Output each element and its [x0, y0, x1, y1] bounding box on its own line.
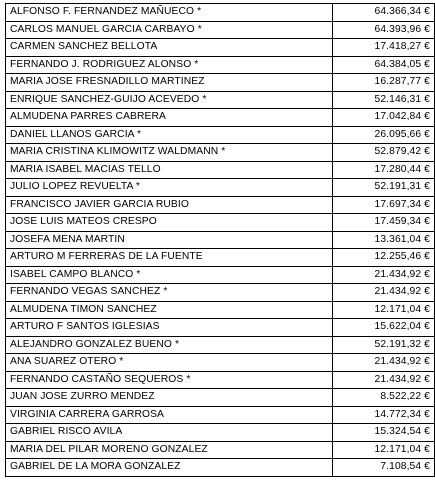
- table-row: [6, 161, 435, 179]
- person-name-cell: VIRGINIA CARRERA GARROSA: [6, 406, 333, 424]
- amount-cell: 64.384,05 €: [333, 56, 435, 74]
- person-name-cell: JOSEFA MENA MARTIN: [6, 231, 333, 249]
- amount-cell: 52.146,31 €: [333, 91, 435, 109]
- table-row: [6, 371, 435, 389]
- person-name-cell: MARIA ISABEL MACIAS TELLO: [6, 161, 333, 179]
- person-name-cell: ARTURO F SANTOS IGLESIAS: [6, 319, 333, 337]
- salary-table-body: [6, 4, 435, 477]
- table-row: [6, 459, 435, 477]
- amount-cell: 17.418,27 €: [333, 39, 435, 57]
- table-row: [6, 196, 435, 214]
- amount-cell: 26.095,66 €: [333, 126, 435, 144]
- table-row: [6, 144, 435, 162]
- table-row: [6, 284, 435, 302]
- amount-cell: 12.171,04 €: [333, 441, 435, 459]
- table-row: [6, 231, 435, 249]
- amount-cell: 7.108,54 €: [333, 459, 435, 477]
- amount-cell: 14.772,34 €: [333, 406, 435, 424]
- amount-cell: 21.434,92 €: [333, 266, 435, 284]
- amount-cell: 64.393,96 €: [333, 21, 435, 39]
- table-row: [6, 336, 435, 354]
- table-row: [6, 91, 435, 109]
- amount-cell: 12.255,46 €: [333, 249, 435, 267]
- table-row: [6, 21, 435, 39]
- person-name-cell: CARMEN SANCHEZ BELLOTA: [6, 39, 333, 57]
- person-name-cell: ISABEL CAMPO BLANCO *: [6, 266, 333, 284]
- person-name-cell: CARLOS MANUEL GARCIA CARBAYO *: [6, 21, 333, 39]
- amount-cell: 21.434,92 €: [333, 284, 435, 302]
- amount-cell: 8.522,22 €: [333, 389, 435, 407]
- amount-cell: 21.434,92 €: [333, 371, 435, 389]
- amount-cell: 15.324,54 €: [333, 424, 435, 442]
- salary-list-sheet: [5, 3, 430, 477]
- person-name-cell: ENRIQUE SANCHEZ-GUIJO ACEVEDO *: [6, 91, 333, 109]
- table-row: [6, 214, 435, 232]
- person-name-cell: JULIO LOPEZ REVUELTA *: [6, 179, 333, 197]
- person-name-cell: FRANCISCO JAVIER GARCIA RUBIO: [6, 196, 333, 214]
- table-row: [6, 424, 435, 442]
- table-row: [6, 406, 435, 424]
- person-name-cell: MARIA CRISTINA KLIMOWITZ WALDMANN *: [6, 144, 333, 162]
- amount-cell: 17.042,84 €: [333, 109, 435, 127]
- table-row: [6, 301, 435, 319]
- person-name-cell: MARIA DEL PILAR MORENO GONZALEZ: [6, 441, 333, 459]
- person-name-cell: FERNANDO VEGAS SANCHEZ *: [6, 284, 333, 302]
- person-name-cell: ALEJANDRO GONZALEZ BUENO *: [6, 336, 333, 354]
- amount-cell: 52.191,32 €: [333, 336, 435, 354]
- table-row: [6, 39, 435, 57]
- table-row: [6, 441, 435, 459]
- table-row: [6, 179, 435, 197]
- person-name-cell: ALMUDENA PARRES CABRERA: [6, 109, 333, 127]
- amount-cell: 17.459,34 €: [333, 214, 435, 232]
- person-name-cell: FERNANDO J. RODRIGUEZ ALONSO *: [6, 56, 333, 74]
- person-name-cell: JUAN JOSE ZURRO MENDEZ: [6, 389, 333, 407]
- amount-cell: 21.434,92 €: [333, 354, 435, 372]
- table-row: [6, 126, 435, 144]
- person-name-cell: ALMUDENA TIMON SANCHEZ: [6, 301, 333, 319]
- person-name-cell: JOSE LUIS MATEOS CRESPO: [6, 214, 333, 232]
- table-row: [6, 319, 435, 337]
- amount-cell: 52.879,42 €: [333, 144, 435, 162]
- amount-cell: 16.287,77 €: [333, 74, 435, 92]
- table-row: [6, 266, 435, 284]
- amount-cell: 15.622,04 €: [333, 319, 435, 337]
- amount-cell: 52.191,31 €: [333, 179, 435, 197]
- amount-cell: 64.366,34 €: [333, 4, 435, 22]
- salary-table: [5, 3, 435, 477]
- person-name-cell: GABRIEL DE LA MORA GONZALEZ: [6, 459, 333, 477]
- amount-cell: 17.280,44 €: [333, 161, 435, 179]
- table-row: [6, 74, 435, 92]
- person-name-cell: FERNANDO CASTAÑO SEQUEROS *: [6, 371, 333, 389]
- person-name-cell: ARTURO M FERRERAS DE LA FUENTE: [6, 249, 333, 267]
- table-row: [6, 4, 435, 22]
- person-name-cell: DANIEL LLANOS GARCIA *: [6, 126, 333, 144]
- table-row: [6, 389, 435, 407]
- amount-cell: 12.171,04 €: [333, 301, 435, 319]
- person-name-cell: ALFONSO F. FERNANDEZ MAÑUECO *: [6, 4, 333, 22]
- person-name-cell: ANA SUAREZ OTERO *: [6, 354, 333, 372]
- table-row: [6, 56, 435, 74]
- table-row: [6, 109, 435, 127]
- table-row: [6, 249, 435, 267]
- amount-cell: 13.361,04 €: [333, 231, 435, 249]
- amount-cell: 17.697,34 €: [333, 196, 435, 214]
- person-name-cell: GABRIEL RISCO AVILA: [6, 424, 333, 442]
- table-row: [6, 354, 435, 372]
- person-name-cell: MARIA JOSE FRESNADILLO MARTINEZ: [6, 74, 333, 92]
